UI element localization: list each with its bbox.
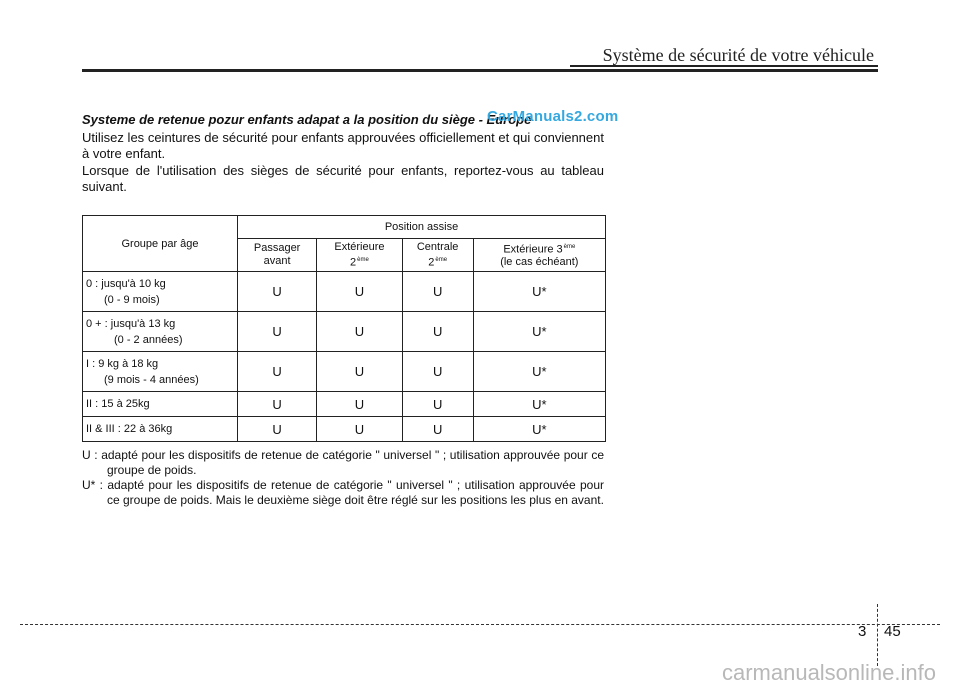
row-label-line1: I : 9 kg à 18 kg bbox=[86, 357, 159, 370]
watermark-top: CarManuals2.com bbox=[487, 108, 619, 125]
table-row bbox=[83, 312, 606, 352]
intro-paragraph-1: Utilisez les ceintures de sécurité pour enfants approuvées officiellement et qui conviennent à votre enfant. bbox=[82, 130, 604, 161]
col-passager bbox=[238, 239, 317, 272]
col-exterieure-2-sup: ème bbox=[357, 256, 369, 263]
row-label bbox=[83, 312, 238, 352]
cell-value: U bbox=[317, 312, 402, 352]
cell-value: U bbox=[317, 392, 402, 417]
cell-value: U* bbox=[473, 272, 605, 312]
col-exterieure-3-line2: (le cas échéant) bbox=[500, 256, 579, 269]
col-exterieure-2-line2: 2 bbox=[350, 256, 357, 269]
cell-value: U bbox=[402, 272, 473, 312]
cell-value: U* bbox=[473, 392, 605, 417]
legend-notes bbox=[82, 448, 604, 508]
row-label-line1: 0 : jusqu'à 10 kg bbox=[86, 277, 166, 290]
cell-value: U bbox=[402, 312, 473, 352]
table-row bbox=[83, 392, 606, 417]
cell-value: U bbox=[402, 352, 473, 392]
child-seat-table bbox=[82, 215, 606, 442]
row-label bbox=[83, 272, 238, 312]
table-row bbox=[83, 272, 606, 312]
col-exterieure-3-sup: ème bbox=[563, 243, 576, 250]
group-header: Groupe par âge bbox=[83, 216, 238, 272]
cell-value: U bbox=[238, 417, 317, 442]
page-number: 45 bbox=[884, 623, 901, 640]
col-exterieure-2 bbox=[317, 239, 402, 272]
table-row bbox=[83, 417, 606, 442]
row-label: II & III : 22 à 36kg bbox=[83, 417, 238, 442]
col-exterieure-3 bbox=[473, 239, 605, 272]
cell-value: U* bbox=[473, 312, 605, 352]
cell-value: U bbox=[238, 352, 317, 392]
col-passager-line1: Passager bbox=[253, 242, 301, 254]
col-centrale-2-line1: Centrale bbox=[416, 240, 459, 253]
row-label bbox=[83, 352, 238, 392]
note-u-star: U* : adapté pour les dispositifs de retenue de catégorie " universel " ; utilisation approuvée pour ce groupe de poids. Mais le deuxième siège doit être réglé sur les positions les plus en avant. bbox=[82, 478, 604, 507]
cell-value: U bbox=[238, 312, 317, 352]
cell-value: U* bbox=[473, 352, 605, 392]
note-u: U : adapté pour les dispositifs de retenue de catégorie " universel " ; utilisation approuvée pour ce groupe de poids. bbox=[82, 448, 604, 477]
cell-value: U* bbox=[473, 417, 605, 442]
table-row bbox=[83, 352, 606, 392]
col-exterieure-3-line1: Extérieure 3 bbox=[503, 243, 563, 256]
col-exterieure-2-line1: Extérieure bbox=[334, 240, 385, 253]
cell-value: U bbox=[317, 272, 402, 312]
chapter-number: 3 bbox=[858, 623, 867, 640]
row-label-line2: (9 mois - 4 années) bbox=[104, 373, 199, 386]
row-label: II : 15 à 25kg bbox=[83, 392, 238, 417]
cell-value: U bbox=[238, 272, 317, 312]
cell-value: U bbox=[402, 392, 473, 417]
cell-value: U bbox=[402, 417, 473, 442]
footer-dashed-divider bbox=[877, 604, 878, 666]
col-passager-line2: avant bbox=[263, 255, 291, 267]
cell-value: U bbox=[238, 392, 317, 417]
row-label-line2: (0 - 9 mois) bbox=[104, 293, 160, 306]
header-rule bbox=[82, 69, 878, 72]
footer-watermark: carmanualsonline.info bbox=[721, 660, 936, 685]
header-rule-thin bbox=[570, 65, 878, 67]
col-centrale-2 bbox=[402, 239, 473, 272]
page-header-title: Système de sécurité de votre véhicule bbox=[602, 45, 874, 65]
footer-dashed-rule bbox=[20, 624, 940, 625]
cell-value: U bbox=[317, 352, 402, 392]
row-label-line2: (0 - 2 années) bbox=[114, 333, 183, 346]
cell-value: U bbox=[317, 417, 402, 442]
section-title: Systeme de retenue pozur enfants adapat a la position du siège - Europe bbox=[82, 112, 532, 127]
position-header: Position assise bbox=[238, 216, 606, 239]
col-centrale-2-sup: ème bbox=[435, 256, 448, 263]
col-centrale-2-line2: 2 bbox=[428, 256, 435, 269]
row-label-line1: 0 + : jusqu'à 13 kg bbox=[86, 317, 176, 330]
intro-paragraph-2: Lorsque de l'utilisation des sièges de sécurité pour enfants, reportez-vous au tableau suivant. bbox=[82, 163, 604, 194]
